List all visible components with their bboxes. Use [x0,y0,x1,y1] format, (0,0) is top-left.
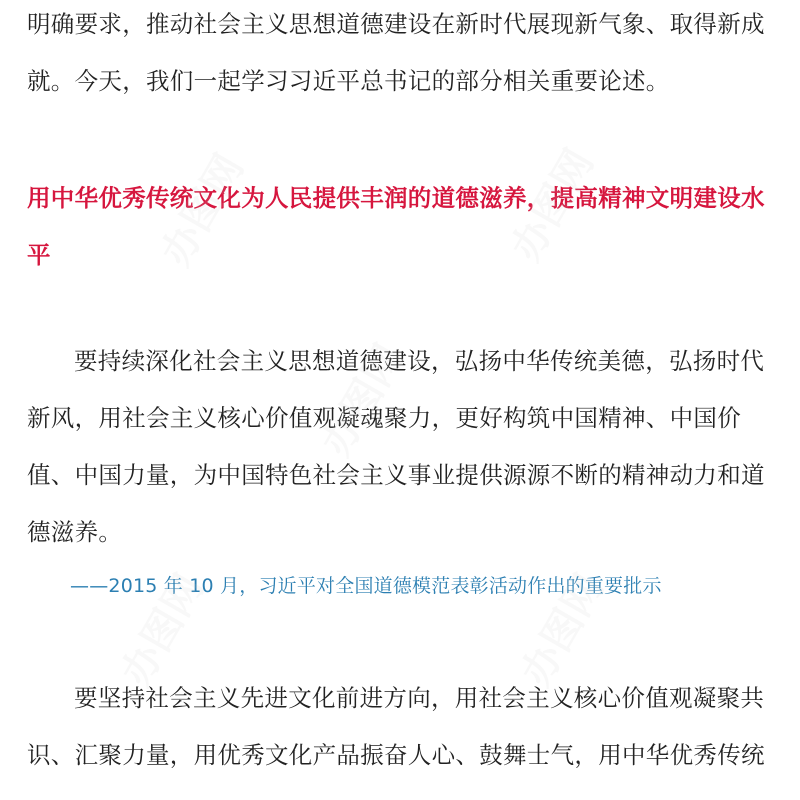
watermark-logo: 办图网 [113,566,213,694]
watermark-logo: 办图网 [313,336,413,464]
watermark-logo: 办图网 [153,146,253,274]
quote-paragraph-2: 要坚持社会主义先进文化前进方向，用社会主义核心价值观凝聚共识、汇聚力量，用优秀文化产品振奋人心、鼓舞士气，用中华优秀传统 [27,684,765,769]
watermark-logo: 办图网 [513,566,613,694]
watermark-logo: 办图网 [503,141,603,269]
section-heading: 用中华优秀传统文化为人民提供丰润的道德滋养，提高精神文明建设水平 [27,184,765,269]
intro-paragraph: 明确要求，推动社会主义思想道德建设在新时代展现新气象、取得新成就。今天，我们一起学习习近平总书记的部分相关重要论述。 [27,10,765,95]
quote-source-1: ——2015 年 10 月，习近平对全国道德模范表彰活动作出的重要批示 [70,575,662,597]
quote-paragraph-1: 要持续深化社会主义思想道德建设，弘扬中华传统美德，弘扬时代新风，用社会主义核心价值观凝魂聚力，更好构筑中国精神、中国价值、中国力量，为中国特色社会主义事业提供源源不断的精神动力和道德滋养。 [27,347,765,546]
